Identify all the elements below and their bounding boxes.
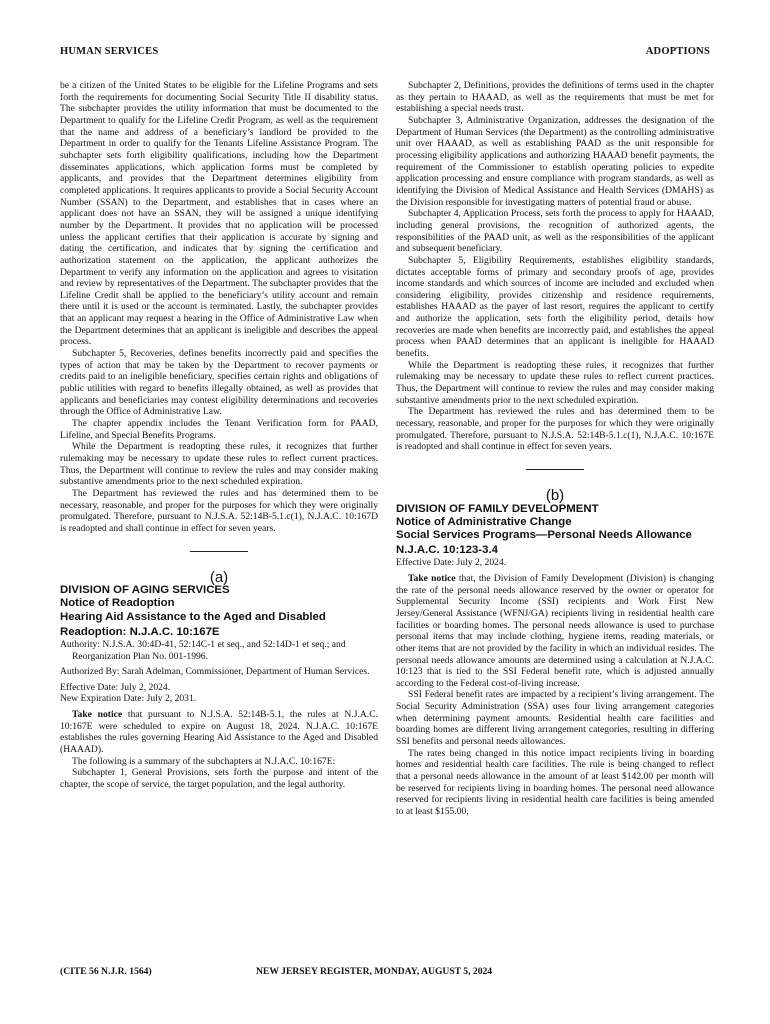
page-footer (60, 966, 710, 980)
expiration-date: New Expiration Date: July 2, 2031. (60, 693, 197, 705)
notice-type-heading: Notice of Administrative Change (396, 515, 572, 528)
left-column (60, 80, 378, 791)
body-paragraph: The following is a summary of the subchapters at N.J.A.C. 10:167E: (72, 755, 336, 767)
body-paragraph: Subchapter 5, Eligibility Requirements, establishes eligibility standards, dictates acceptable forms of primary and secondary proofs of age, provides income standards and which sources of income are included and excluded when considering eligibility, provides citizenship and residence requirements, establishes HAAAD as the payer of last resort, requires the applicant to certify and authorize the application, sets forth the eligibility period, details how recoveries are made when benefits are incorrectly paid, and establishes the appeal process when PAAD determines that an applicant is ineligible for HAAAD benefits. (396, 254, 714, 360)
readoption-citation: Readoption: N.J.A.C. 10:167E (60, 625, 220, 638)
section-divider (526, 469, 584, 470)
body-paragraph: The chapter appendix includes the Tenant Verification form for PAAD, Lifeline, and Special Benefits Programs. (60, 418, 378, 441)
take-notice-paragraph (396, 573, 714, 690)
notice-letter: (a) (209, 568, 229, 586)
body-paragraph: Subchapter 2, Definitions, provides the definitions of terms used in the chapter as they pertain to HAAAD, as well as the requirements that must be met for establishing a special needs trust. (396, 80, 714, 115)
notice-a (60, 568, 378, 791)
effective-date: Effective Date: July 2, 2024. (396, 557, 507, 569)
section-divider (190, 551, 248, 552)
body-paragraph: While the Department is readopting these rules, it recognizes that further rulemaking may be necessary to update these rules to reflect current practices. Thus, the Department will continue to review the rules and may consider making substantive amendments prior to the next scheduled expiration. (60, 441, 378, 488)
take-notice-text: that pursuant to N.J.S.A. 52:14B-5.1, the rules at N.J.A.C. 10:167E were scheduled to expire on August 18, 2024. N.J.A.C. 10:167E establishes the rules governing Hearing Aid Assistance to the Aged and Disabled (HAAAD). (60, 709, 378, 756)
body-paragraph: The rates being changed in this notice impact recipients living in boarding homes and residential health care facilities. The rule is being changed to reflect that a personal needs allowance in the amount of at least $142.00 per month will be reserved for recipients living in boarding homes. The personal need allowance reserved for recipients living in residential health care facilities is being amended to at least $155.00, (396, 747, 714, 818)
rule-title-heading: Hearing Aid Assistance to the Aged and Disabled (60, 611, 326, 624)
body-paragraph: The Department has reviewed the rules and has determined them to be necessary, reasonable, and proper for the purposes for which they were originally promulgated. Therefore, pursuant to N.J.S.A. 52:14B-5.1.c(1), N.J.A.C. 10:167D is readopted and shall continue in effect for seven years. (60, 487, 378, 534)
authorized-by-line: Authorized By: Sarah Adelman, Commissioner, Department of Human Services. (60, 666, 370, 678)
authority-line: Authority: N.J.S.A. 30:4D-41, 52:14C-1 et seq., and 52:14D-1 et seq.; and Reorganization Plan No. 001-1996. (60, 638, 346, 662)
body-paragraph: Subchapter 4, Application Process, sets forth the process to apply for HAAAD, including general provisions, the recognition of authorized agents, the responsibilities of the PAAD unit, as well as the responsibilities of the applicant and subsequent beneficiary. (396, 208, 714, 255)
running-head-left: HUMAN SERVICES (60, 46, 159, 57)
take-notice-label: Take notice (72, 709, 123, 721)
notice-type-heading: Notice of Readoption (60, 597, 175, 610)
body-paragraph: The Department has reviewed the rules and has determined them to be necessary, reasonable, and proper for the purposes for which they were originally promulgated. Therefore, pursuant to N.J.S.A. 52:14B-5.1.c(1), N.J.A.C. 10:167E is readopted and shall continue in effect for seven years. (396, 406, 714, 453)
take-notice-label: Take notice (408, 572, 456, 584)
body-paragraph: SSI Federal benefit rates are impacted by a recipient’s living arrangement. The Social Security Administration (SSA) uses four living arrangement categories when determining payment amounts. Residential health care facilities and boarding homes are different living arrangement categories, resulting in differing SSI benefits and personal needs allowances. (396, 689, 714, 748)
division-heading: DIVISION OF AGING SERVICES (60, 584, 230, 597)
footer-citation: (CITE 56 N.J.R. 1564) (60, 966, 152, 977)
body-paragraph: While the Department is readopting these rules, it recognizes that further rulemaking may be necessary to update these rules to reflect current practices. Thus, the Department will continue to review the rules and may consider making substantive amendments prior to the next scheduled expiration. (396, 359, 714, 406)
body-paragraph: Subchapter 3, Administrative Organization, addresses the designation of the Department of Human Services (the Department) as the controlling administrative unit over HAAAD, as well as establishing PAAD as the unit responsible for processing eligibility applications and authorizing HAAAD benefit payments, the requirement of the Commissioner to establish operating policies to expedite application processing and ensure compliance with program standards, as well as identifying the Division of Medical Assistance and Health Services (DMAHS) as the Division responsible for investigating matters of potential fraud or abuse. (396, 114, 714, 208)
rule-title-heading: Social Services Programs—Personal Needs Allowance (396, 529, 692, 542)
running-head (60, 46, 710, 60)
division-heading: DIVISION OF FAMILY DEVELOPMENT (396, 502, 599, 515)
notice-letter: (b) (545, 487, 565, 504)
footer-register-date: NEW JERSEY REGISTER, MONDAY, AUGUST 5, 2024 (256, 966, 493, 977)
body-paragraph: Subchapter 1, General Provisions, sets forth the purpose and intent of the chapter, the scope of service, the target population, and the legal authority. (60, 767, 378, 791)
take-notice-text: that, the Division of Family Development (Division) is changing the rate of the personal needs allowance reserved by the owner or operator for Supplemental Security Income (SSI) recipients and Work First New Jersey/General Assistance (WFNJ/GA) recipients living in residential health care facilities or boarding homes. The personal needs allowance is used to purchase personal items that may include clothing, hygiene items, reading materials, or other items that are not provided by the facility in which an individual resides. The personal needs allowance amounts are determined using a calculation at N.J.A.C. 10:123 that is tied to the SSI Federal benefit rate, which is adjusted annually according to the Federal cost-of-living increase. (396, 572, 714, 689)
body-paragraph: Subchapter 5, Recoveries, defines benefits incorrectly paid and specifies the types of action that may be taken by the Department to recover payments or credits paid to an ineligible beneficiary, specifies certain rights and obligations of public utilities with regard to benefits illegally obtained, as well as provides that applicants and beneficiaries may contest eligibility determinations and recoveries through the Office of Administrative Law. (60, 348, 378, 418)
running-head-right: ADOPTIONS (645, 46, 710, 57)
rule-citation: N.J.A.C. 10:123-3.4 (396, 544, 498, 557)
body-paragraph: be a citizen of the United States to be eligible for the Lifeline Programs and sets forth the requirements for documenting Social Security Title II disability status. The subchapter provides the utility information that must be documented to the Department to qualify for the Lifeline Credit Program, as well as the requirement that the name and address of a beneficiary’s landlord be provided to the Department in order to qualify for the Tenants Lifeline Assistance Program. The subchapter sets forth eligibility qualifications, including how the Department disseminates applications, which application forms must be completed by applicants, and provides that the Department determines eligibility from completed applications. It requires applicants to provide a Social Security Account Number (SSAN) to the Department, and establishes that in cases where an applicant does not have an SSAN, they will be assigned a unique identifying number by the Department. It provides that no application will be processed unless the applicant certifies that their application is accurate by signing and dating the certification, and indicates that by signing the certification and authorization statement on the application, the applicant authorizes the Department to verify any information on the application and agrees to visitation and review by representatives of the Department. The subchapter provides that the Lifeline Credit shall be applied to the beneficiary’s utility account and remain there until it is used or the account is terminated. Lastly, the subchapter provides that an applicant may request a hearing in the Office of Administrative Law when the Department determines that an applicant is ineligible and describes the appeal process. (60, 80, 378, 348)
notice-b (396, 487, 714, 818)
take-notice-paragraph (60, 709, 378, 756)
effective-date: Effective Date: July 2, 2024. (60, 681, 171, 693)
right-column (396, 80, 714, 818)
